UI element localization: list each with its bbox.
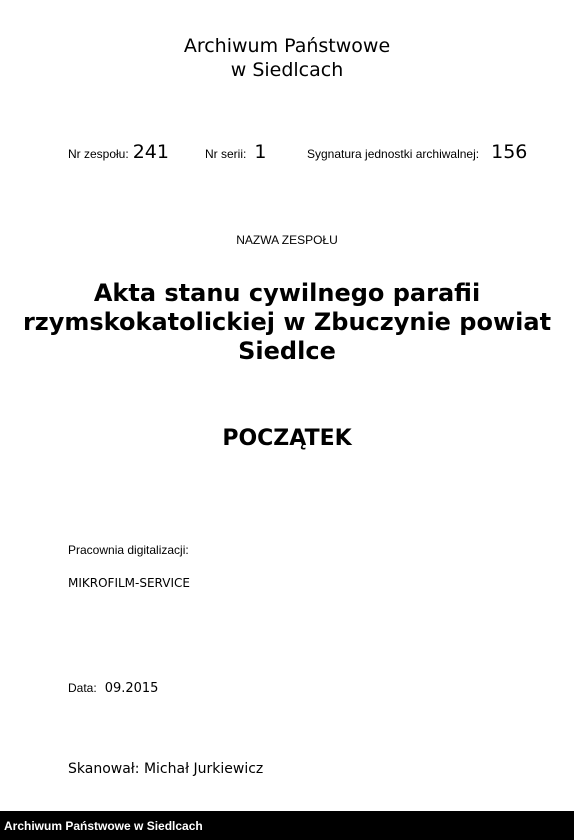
zespol-label: Nr zespołu: — [68, 147, 129, 161]
fonds-title-line1: Akta stanu cywilnego parafii — [93, 279, 481, 307]
scanned-label: Skanował: — [68, 761, 140, 777]
footer-text: Archiwum Państwowe w Siedlcach — [4, 818, 203, 833]
sygnatura-value: 156 — [491, 141, 528, 163]
seria-value: 1 — [254, 141, 267, 163]
date-field — [68, 681, 158, 696]
section-heading: POCZĄTEK — [222, 426, 352, 451]
sygnatura-field — [307, 141, 527, 167]
archive-name-line2: w Siedlcach — [230, 59, 344, 81]
footer-bar — [0, 811, 574, 840]
zespol-field — [68, 141, 169, 167]
sygnatura-label: Sygnatura jednostki archiwalnej: — [307, 147, 480, 161]
seria-field — [205, 141, 266, 167]
date-value: 09.2015 — [104, 681, 159, 696]
archive-name-line1: Archiwum Państwowe — [183, 35, 391, 57]
fonds-title — [0, 279, 574, 366]
seria-label: Nr serii: — [205, 147, 247, 161]
lab-label: Pracownia digitalizacji: — [68, 543, 189, 557]
date-label: Data: — [68, 681, 97, 695]
lab-value: MIKROFILM-SERVICE — [68, 576, 190, 590]
scanned-field — [68, 761, 263, 777]
fonds-title-line2: rzymskokatolickiej w Zbuczynie powiat — [22, 308, 552, 336]
scanned-value: Michał Jurkiewicz — [143, 761, 264, 777]
fonds-title-line3: Siedlce — [238, 337, 336, 365]
fonds-label: NAZWA ZESPOŁU — [236, 233, 338, 247]
archive-name — [0, 34, 574, 82]
zespol-value: 241 — [132, 141, 169, 163]
